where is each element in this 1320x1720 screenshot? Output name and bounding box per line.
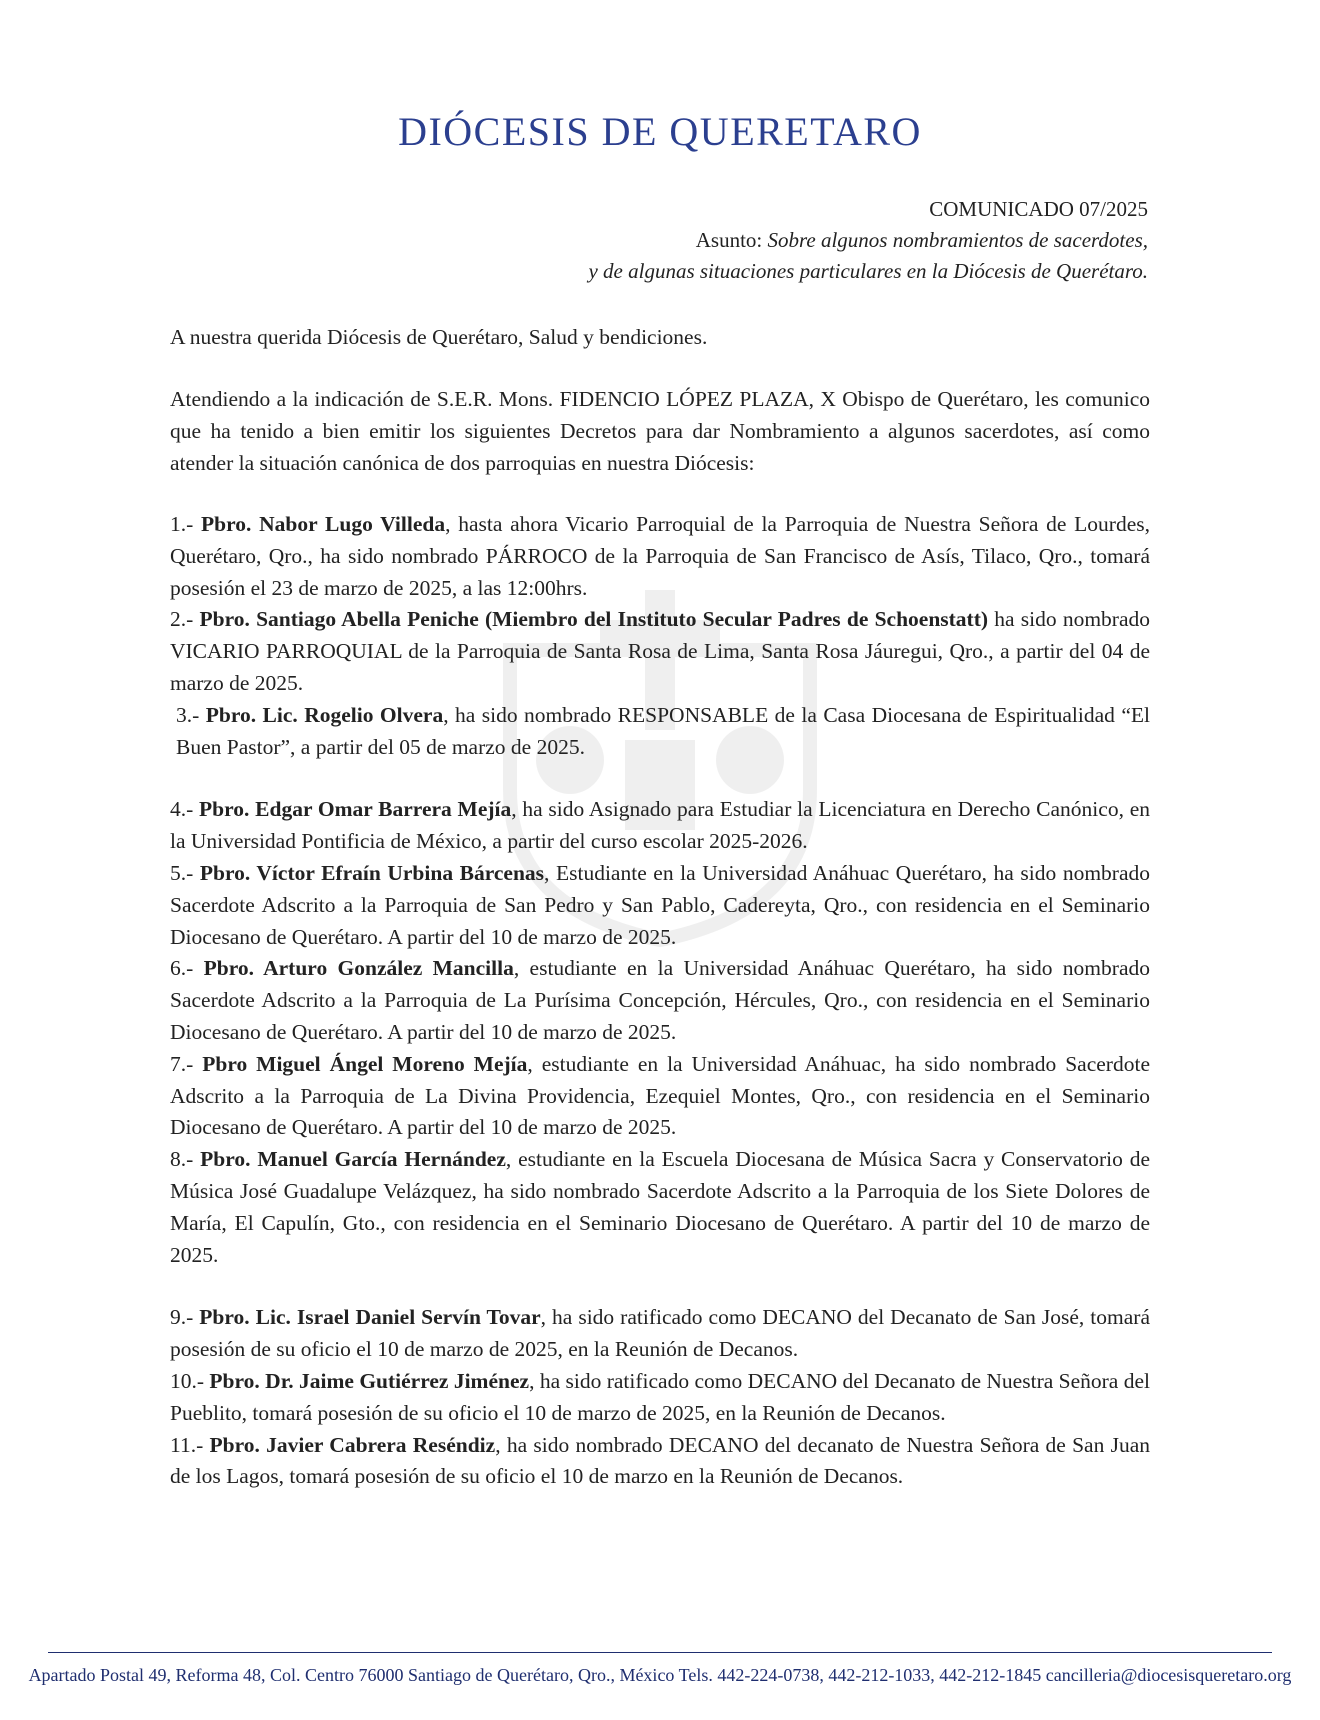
appointment-item: 11.- Pbro. Javier Cabrera Reséndiz, ha sido nombrado DECANO del decanato de Nuestra Señora de San Juan de los Lagos, tomará posesión de su oficio el 10 de marzo en la Reunión de Decanos. — [170, 1432, 1150, 1489]
appointment-item: 2.- Pbro. Santiago Abella Peniche (Miembro del Instituto Secular Padres de Schoenstatt) ha sido nombrado VICARIO PARROQUIAL de la Parroquia de Santa Rosa de Lima, Santa Rosa Jáuregui, Qro., a partir del 04 de marzo de 2025. — [170, 607, 1150, 695]
appointments-list — [170, 509, 1150, 1493]
subject-label: Asunto: — [695, 228, 763, 252]
spacer — [170, 763, 1150, 794]
page-title: DIÓCESIS DE QUERETARO — [398, 109, 922, 154]
subject-line-1 — [588, 225, 1148, 256]
spacer — [170, 1271, 1150, 1302]
footer-contact: Apartado Postal 49, Reforma 48, Col. Centro 76000 Santiago de Querétaro, Qro., México Tels. 442-224-0738, 442-212-1033, 442-212-1845 cancilleria@diocesisqueretaro.org — [28, 1665, 1292, 1685]
subject-text-2: y de algunas situaciones particulares en la Diócesis de Querétaro. — [588, 259, 1148, 283]
footer-divider — [48, 1652, 1272, 1653]
appointment-item: 8.- Pbro. Manuel García Hernández, estudiante en la Escuela Diocesana de Música Sacra y Conservatorio de Música José Guadalupe Velázquez, ha sido nombrado Sacerdote Adscrito a la Parroquia de los Siete Dolores de María, El Capulín, Gto., con residencia en el Seminario Diocesano de Querétaro. A partir del 10 de marzo de 2025. — [170, 1147, 1150, 1267]
subject-text-1: Sobre algunos nombramientos de sacerdotes, — [767, 228, 1148, 252]
appointment-item: 4.- Pbro. Edgar Omar Barrera Mejía, ha sido Asignado para Estudiar la Licenciatura en Derecho Canónico, en la Universidad Pontificia de México, a partir del curso escolar 2025-2026. — [170, 797, 1150, 854]
appointment-item: 1.- Pbro. Nabor Lugo Villeda, hasta ahora Vicario Parroquial de la Parroquia de Nuestra Señora de Lourdes, Querétaro, Qro., ha sido nombrado PÁRROCO de la Parroquia de San Francisco de Asís, Tilaco, Qro., tomará posesión el 23 de marzo de 2025, a las 12:00hrs. — [170, 512, 1150, 600]
intro-paragraph: Atendiendo a la indicación de S.E.R. Mons. FIDENCIO LÓPEZ PLAZA, X Obispo de Querétaro, les comunico que ha tenido a bien emitir los siguientes Decretos para dar Nombramiento a algunos sacerdotes, así como atender la situación canónica de dos parroquias en nuestra Diócesis: — [170, 387, 1150, 475]
appointment-item: 9.- Pbro. Lic. Israel Daniel Servín Tovar, ha sido ratificado como DECANO del Decanato de San José, tomará posesión de su oficio el 10 de marzo de 2025, en la Reunión de Decanos. — [170, 1305, 1150, 1362]
subject-line-2 — [588, 256, 1148, 287]
appointment-item: 10.- Pbro. Dr. Jaime Gutiérrez Jiménez, ha sido ratificado como DECANO del Decanato de Nuestra Señora del Pueblito, tomará posesión de su oficio el 10 de marzo de 2025, en la Reunión de Decanos. — [170, 1368, 1150, 1425]
appointment-item: 6.- Pbro. Arturo González Mancilla, estudiante en la Universidad Anáhuac Querétaro, ha sido nombrado Sacerdote Adscrito a la Parroquia de La Purísima Concepción, Hércules, Qro., con residencia en el Seminario Diocesano de Querétaro. A partir del 10 de marzo de 2025. — [170, 956, 1150, 1044]
appointment-item: 5.- Pbro. Víctor Efraín Urbina Bárcenas, Estudiante en la Universidad Anáhuac Querétaro, ha sido nombrado Sacerdote Adscrito a la Parroquia de San Pedro y San Pablo, Cadereyta, Qro., con residencia en el Seminario Diocesano de Querétaro. A partir del 10 de marzo de 2025. — [170, 860, 1150, 949]
appointment-item: 3.- Pbro. Lic. Rogelio Olvera, ha sido nombrado RESPONSABLE de la Casa Diocesana de Espiritualidad “El Buen Pastor”, a partir del 05 de marzo de 2025. — [176, 702, 1150, 759]
document-header — [588, 194, 1148, 287]
appointment-item: 7.- Pbro Miguel Ángel Moreno Mejía, estudiante en la Universidad Anáhuac, ha sido nombrado Sacerdote Adscrito a la Parroquia de La Divina Providencia, Ezequiel Montes, Qro., con residencia en el Seminario Diocesano de Querétaro. A partir del 10 de marzo de 2025. — [170, 1051, 1150, 1140]
communique-number: COMUNICADO 07/2025 — [929, 197, 1148, 221]
greeting: A nuestra querida Diócesis de Querétaro, Salud y bendiciones. — [170, 325, 708, 349]
